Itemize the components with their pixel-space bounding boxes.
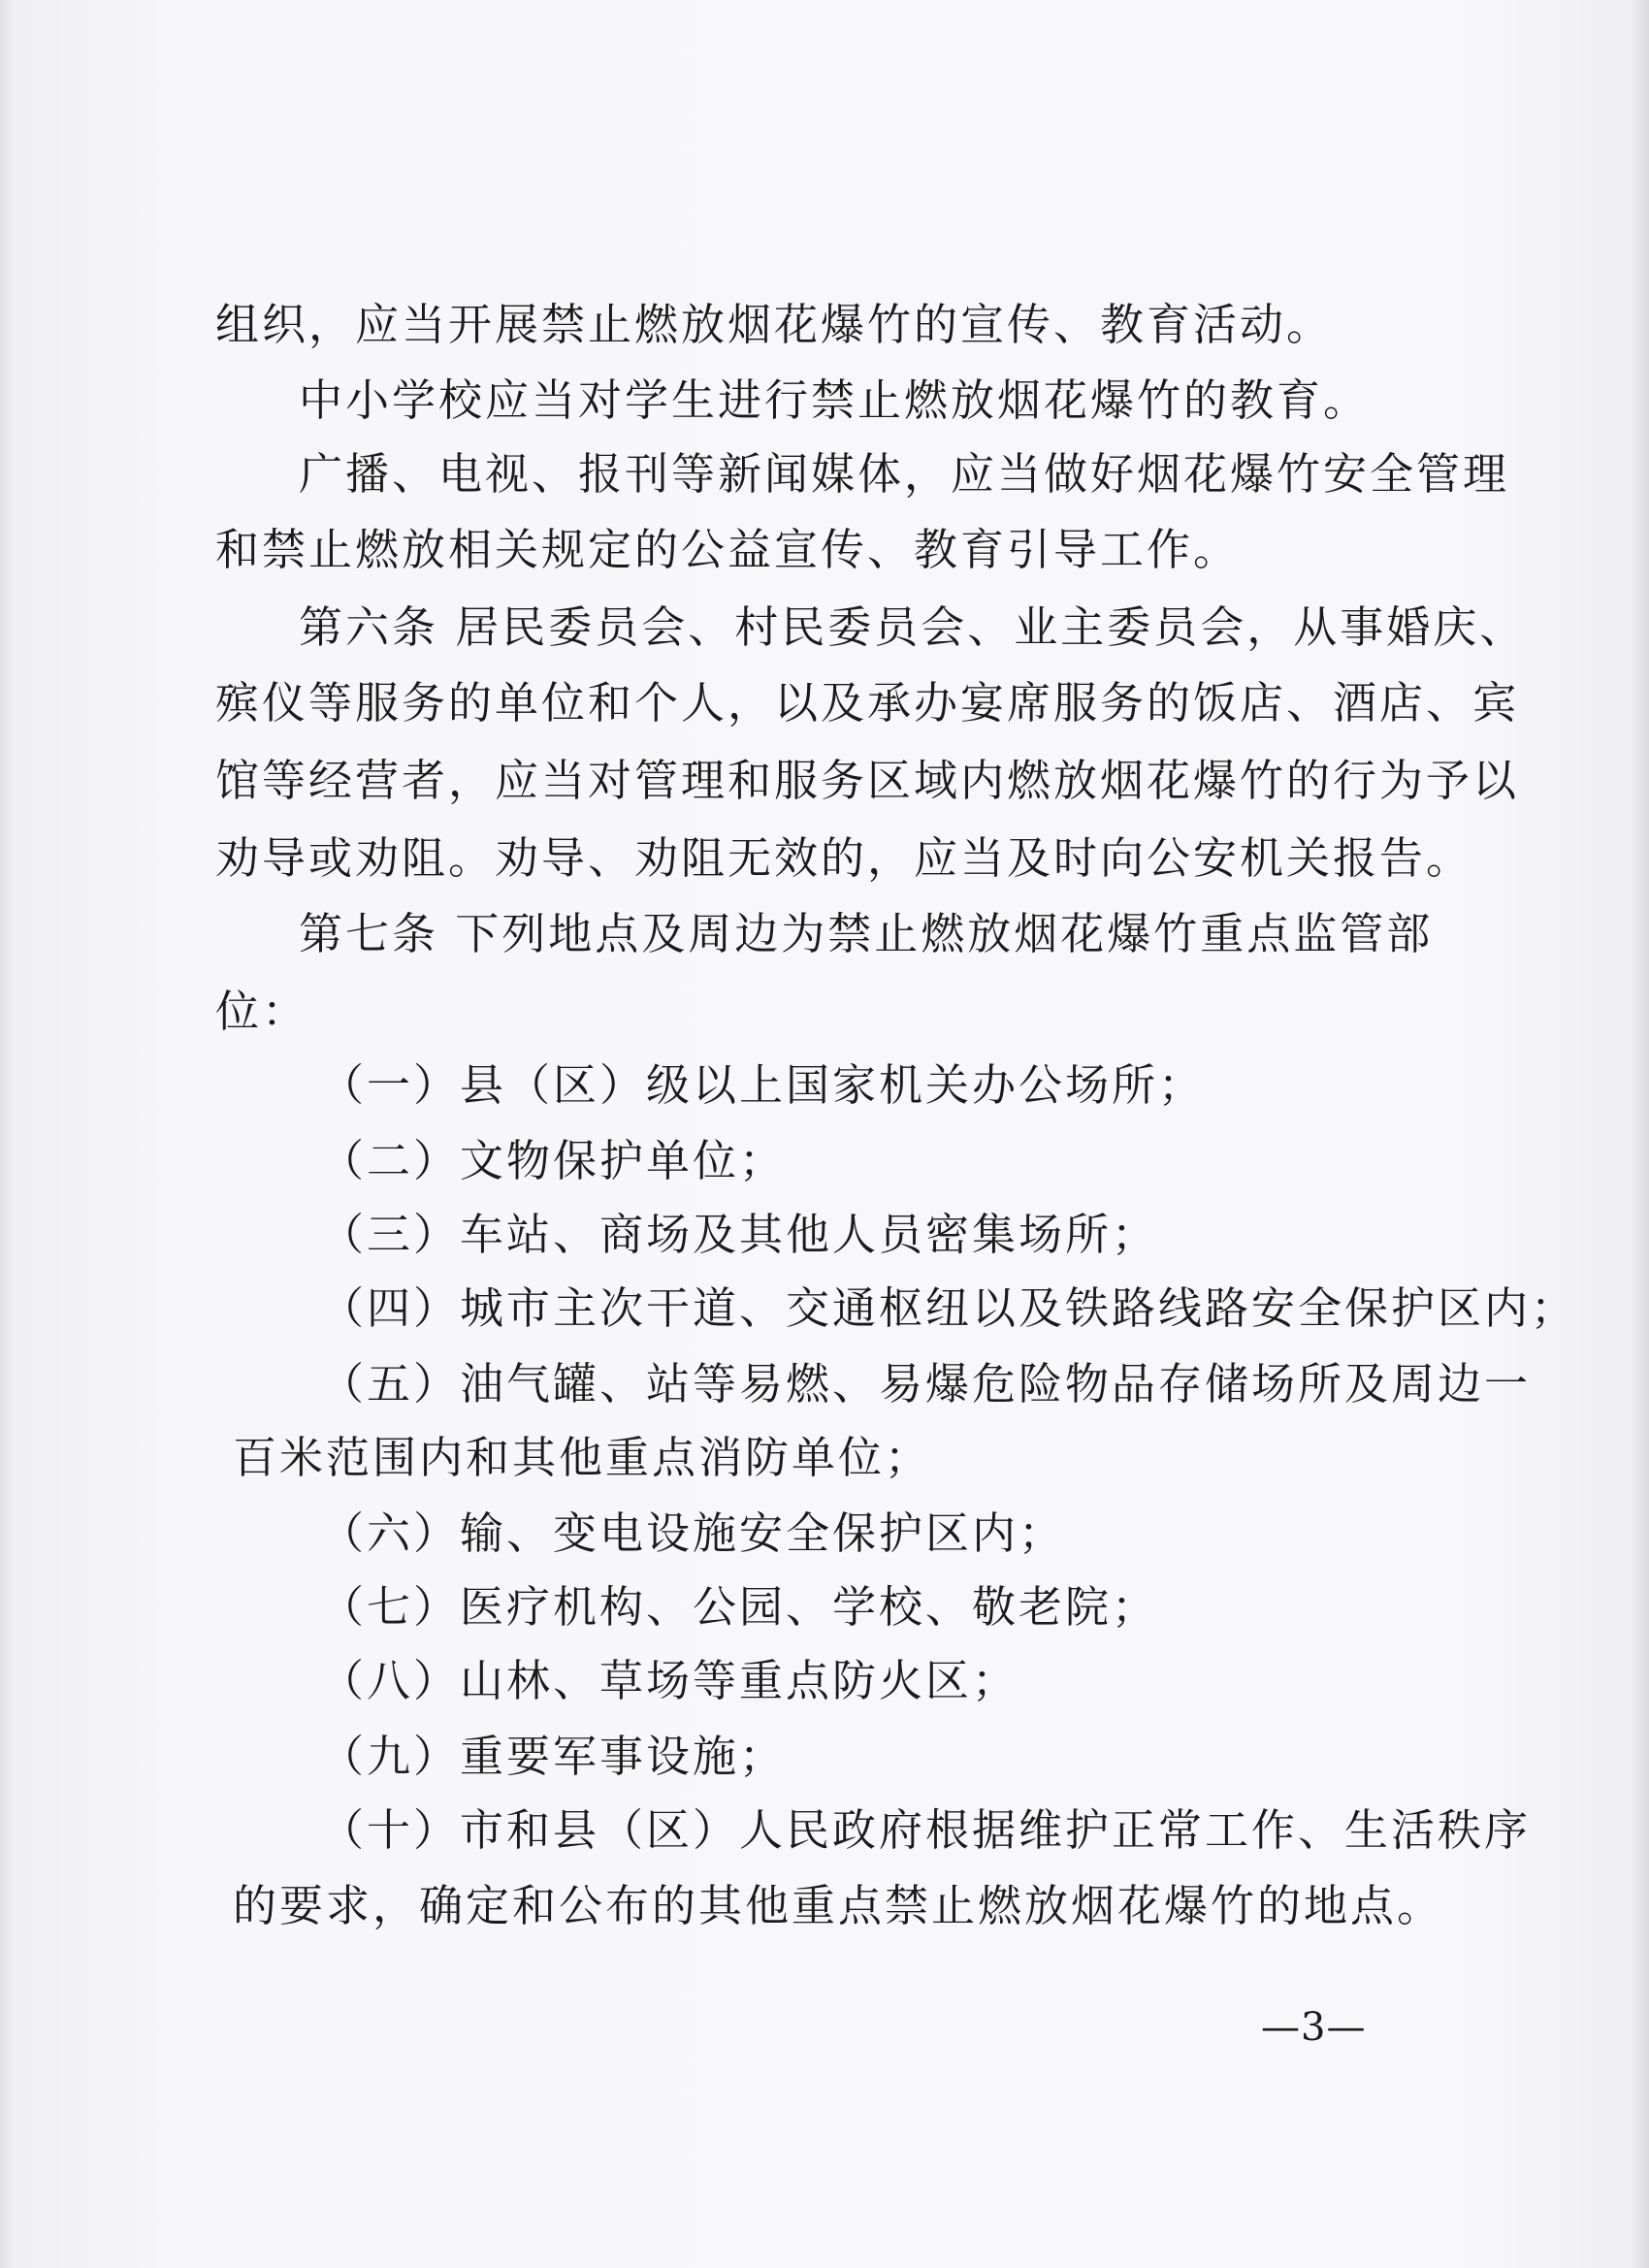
- page-edge-left: [0, 0, 14, 2268]
- page-edge-right: [1632, 0, 1649, 2268]
- list-item: （二）文物保护单位；: [320, 1135, 787, 1186]
- list-item: （五）油气罐、站等易燃、易爆危险物品存储场所及周边一: [320, 1358, 1532, 1409]
- list-item: （一）县（区）级以上国家机关办公场所；: [320, 1059, 1206, 1111]
- text-line: 劝导或劝阻。劝导、劝阻无效的，应当及时向公安机关报告。: [215, 832, 1473, 884]
- list-item: （七）医疗机构、公园、学校、敬老院；: [320, 1581, 1159, 1633]
- text-line: 馆等经营者，应当对管理和服务区域内燃放烟花爆竹的行为予以: [215, 755, 1520, 806]
- text-line: 和禁止燃放相关规定的公益宣传、教育引导工作。: [215, 524, 1241, 575]
- list-item: （六）输、变电设施安全保护区内；: [320, 1507, 1066, 1559]
- page-number: —3—: [1261, 2005, 1367, 2050]
- text-line: 广播、电视、报刊等新闻媒体，应当做好烟花爆竹安全管理: [299, 448, 1510, 500]
- article-6-heading-line: 第六条 居民委员会、村民委员会、业主委员会，从事婚庆、: [299, 601, 1527, 653]
- list-item-continuation: 的要求，确定和公布的其他重点禁止燃放烟花爆竹的地点。: [233, 1880, 1444, 1931]
- list-item: （十）市和县（区）人民政府根据维护正常工作、生活秩序: [320, 1804, 1532, 1856]
- list-item-continuation: 百米范围内和其他重点消防单位；: [233, 1432, 932, 1483]
- article-7-heading-line: 第七条 下列地点及周边为禁止燃放烟花爆竹重点监管部: [299, 908, 1434, 959]
- list-item: （九）重要军事设施；: [320, 1731, 787, 1782]
- text-line: 位：: [215, 986, 309, 1037]
- list-item: （三）车站、商场及其他人员密集场所；: [320, 1209, 1159, 1260]
- text-line: 中小学校应当对学生进行禁止燃放烟花爆竹的教育。: [299, 374, 1371, 426]
- text-line: 殡仪等服务的单位和个人，以及承办宴席服务的饭店、酒店、宾: [215, 677, 1520, 729]
- list-item: （四）城市主次干道、交通枢纽以及铁路线路安全保护区内；: [320, 1282, 1578, 1334]
- text-line: 组织，应当开展禁止燃放烟花爆竹的宣传、教育活动。: [215, 299, 1334, 350]
- list-item: （八）山林、草场等重点防火区；: [320, 1655, 1019, 1706]
